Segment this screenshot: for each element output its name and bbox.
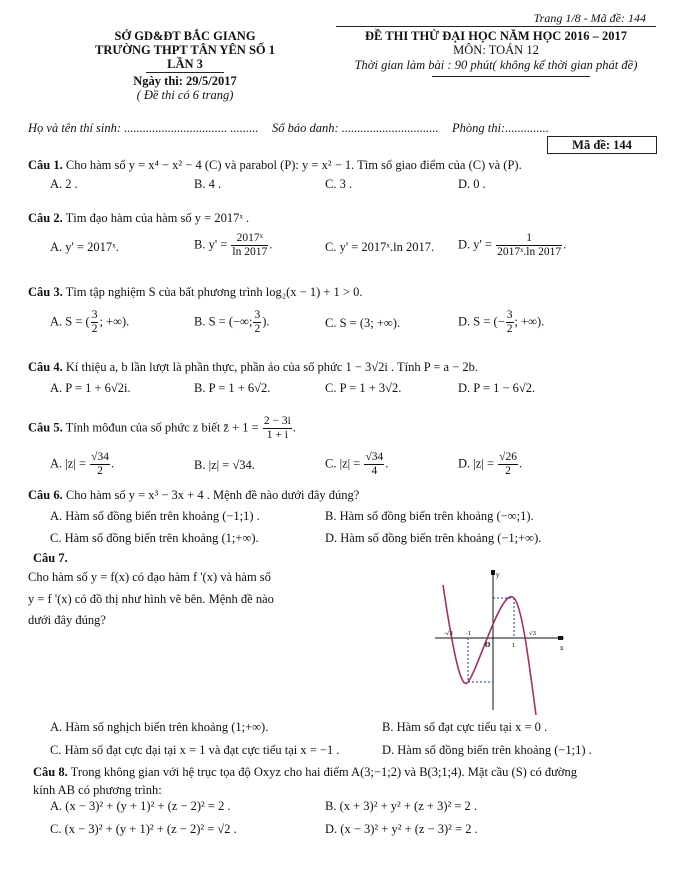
question-text: Cho hàm số y = x⁴ − x² − 4 (C) và parabol (P): y = x² − 1. Tìm số giao điểm của (C) và (P). <box>65 158 522 172</box>
numerator: √34 <box>91 451 109 463</box>
exam-round: LẦN 3 <box>167 57 203 71</box>
question-7-line-1: Cho hàm số y = f(x) có đạo hàm f '(x) và hàm số <box>28 570 271 584</box>
option-prefix: B. S = (−∞; <box>194 314 253 329</box>
question-1 <box>28 158 522 173</box>
fraction <box>90 451 110 478</box>
q8-option-d: D. (x − 3)² + y² + (z − 3)² = 2 . <box>325 822 478 836</box>
numerator: 2017ˣ <box>231 232 268 246</box>
fraction <box>253 309 261 336</box>
fraction <box>498 451 518 478</box>
header-rule <box>336 26 656 27</box>
option-suffix: ; +∞). <box>514 314 545 329</box>
derivative-curve <box>443 585 536 715</box>
denominator: 2 <box>506 323 513 335</box>
denominator: 2 <box>97 465 103 477</box>
question-text: Trong không gian với hệ trục tọa độ Oxyz cho hai điểm A(3;−1;2) và B(3;1;4). Mặt cầu (S) có đường <box>70 765 578 779</box>
q4-option-b: B. P = 1 + 6√2. <box>194 381 271 395</box>
candidate-name-field: Họ và tên thí sinh: ................................. ......... <box>28 121 259 135</box>
right-underline <box>432 76 590 77</box>
left-underline <box>146 72 224 73</box>
dept-name: SỞ GD&ĐT BẮC GIANG <box>114 29 256 43</box>
question-7-line-2: y = f '(x) có đồ thị như hình vẽ bên. Mệnh đề nào <box>28 592 274 606</box>
option-prefix: A. S = ( <box>50 314 90 329</box>
tick-label: -1 <box>466 631 472 637</box>
question-label: Câu 6. <box>28 488 63 502</box>
q3-option-c: C. S = (3; +∞). <box>325 316 401 330</box>
q6-option-d: D. Hàm số đồng biến trên khoảng (−1;+∞). <box>325 531 542 545</box>
numerator: 3 <box>506 309 513 321</box>
q3-option-a <box>50 309 129 336</box>
q8-option-a: A. (x − 3)² + (y + 1)² + (z − 2)² = 2 . <box>50 799 231 813</box>
denominator: 2017ˣ.ln 2017 <box>497 246 562 258</box>
question-7-label: Câu 7. <box>33 551 68 565</box>
q6-option-a: A. Hàm số đồng biến trên khoảng (−1;1) . <box>50 509 260 523</box>
question-8-text-2: kính AB có phương trình: <box>33 783 162 797</box>
fraction <box>496 232 562 259</box>
q7-option-b: B. Hàm số đạt cực tiểu tại x = 0 . <box>382 720 548 734</box>
question-7-line-3: dưới đây đúng? <box>28 613 106 627</box>
q8-option-b: B. (x + 3)² + y² + (z + 3)² = 2 . <box>325 799 478 813</box>
denominator: 1 + i <box>266 429 288 441</box>
q3-option-d <box>458 309 544 336</box>
numerator: √34 <box>365 451 384 463</box>
denominator: 4 <box>371 465 378 477</box>
question-4 <box>28 360 478 375</box>
candidate-number-field: Số báo danh: ............................... <box>272 121 439 135</box>
option-prefix: B. y' = <box>194 237 228 252</box>
question-5: Câu 5. Tính môđun của số phức z biết z̄ + 1 = $\frac{2 - 3i}{1 + i}$ . <box>28 415 296 441</box>
q5-option-a: A. |z| = $\frac{√34}{2}$ . <box>50 451 115 477</box>
exam-date: Ngày thi: 29/5/2017 <box>133 74 237 88</box>
question-8 <box>33 765 577 780</box>
option-prefix: A. |z| = <box>50 456 87 471</box>
question-label: Câu 4. <box>28 360 63 374</box>
question-label: Câu 8. <box>33 765 68 779</box>
y-axis-label: y <box>496 572 500 579</box>
question-label: Câu 5. <box>28 420 63 435</box>
q8-option-c: C. (x − 3)² + (y + 1)² + (z − 2)² = √2 . <box>50 822 237 836</box>
option-suffix: ; +∞). <box>99 314 130 329</box>
option-prefix: D. S = (− <box>458 314 505 329</box>
fraction <box>263 415 292 442</box>
denominator: ln 2017 <box>232 246 268 258</box>
x-axis-label: x <box>560 645 564 652</box>
question-text: Tính môđun của số phức z biết z̄ + 1 = <box>65 420 259 435</box>
question-text: Kí thiệu a, b lần lượt là phần thực, phần ảo của số phức 1 − 3√2i . Tính P = a − 2b. <box>65 360 479 374</box>
x-axis-arrow <box>558 636 563 640</box>
q2-option-b: B. y' = $\frac{\text{2017ˣ}}{\ln 2017}$ . <box>194 232 273 258</box>
y-axis-arrow <box>491 570 495 575</box>
q2-option-d: D. y' = $\frac{1}{\text{2017ˣ.ln 2017}}$ . <box>458 232 567 258</box>
denominator: 2 <box>254 323 261 335</box>
q4-option-a: A. P = 1 + 6√2i. <box>50 381 131 395</box>
question-text: Tìm tập nghiệm S của bất phương trình log₂(x − 1) + 1 > 0. <box>65 285 363 299</box>
exam-code-box: Mã đề: 144 <box>547 136 657 154</box>
q1-option-a: A. 2 . <box>50 177 78 191</box>
q2-option-c: C. y' = 2017ˣ.ln 2017. <box>325 240 435 254</box>
q7-option-c: C. Hàm số đạt cực đại tại x = 1 và đạt cực tiểu tại x = −1 . <box>50 743 340 757</box>
q1-option-b: B. 4 . <box>194 177 222 191</box>
question-3 <box>28 285 362 300</box>
q1-option-d: D. 0 . <box>458 177 486 191</box>
question-text: Tìm đạo hàm của hàm số y = 2017ˣ . <box>65 211 250 225</box>
fraction <box>364 451 384 478</box>
exam-time: Thời gian làm bài : 90 phút( không kể thời gian phát đề) <box>354 58 638 72</box>
school-name: TRƯỜNG THPT TÂN YÊN SỐ 1 <box>94 43 275 57</box>
fraction <box>506 309 514 336</box>
room-field: Phòng thi:.............. <box>452 121 549 135</box>
question-6 <box>28 488 359 503</box>
tick-label: 1 <box>512 643 516 649</box>
denominator: 2 <box>505 465 511 477</box>
origin-label: O <box>485 642 491 649</box>
numerator: 3 <box>91 309 98 321</box>
numerator: 1 <box>496 232 562 246</box>
q3-option-b <box>194 309 269 336</box>
numerator: √26 <box>499 451 517 463</box>
q4-option-c: C. P = 1 + 3√2. <box>325 381 402 395</box>
fraction <box>91 309 99 336</box>
option-prefix: D. y' = <box>458 237 492 252</box>
question-label: Câu 1. <box>28 158 63 172</box>
numerator: 2 − 3i <box>263 415 291 427</box>
option-prefix: C. |z| = <box>325 456 361 471</box>
q7-option-d: D. Hàm số đồng biến trên khoảng (−1;1) . <box>382 743 592 757</box>
q7-option-a: A. Hàm số nghịch biến trên khoảng (1;+∞). <box>50 720 269 734</box>
q5-option-b: B. |z| = √34. <box>194 458 255 472</box>
q5-option-c: C. |z| = $\frac{√34}{4}$ . <box>325 451 389 477</box>
q6-option-b: B. Hàm số đồng biến trên khoảng (−∞;1). <box>325 509 534 523</box>
denominator: 2 <box>91 323 98 335</box>
exam-title: ĐỀ THI THỬ ĐẠI HỌC NĂM HỌC 2016 – 2017 <box>365 29 627 43</box>
tick-label: -√3 <box>444 631 453 637</box>
question-label: Câu 3. <box>28 285 63 299</box>
option-prefix: D. |z| = <box>458 456 495 471</box>
tick-label: √3 <box>529 631 537 637</box>
question-text: Cho hàm số y = x³ − 3x + 4 . Mệnh đề nào dưới đây đúng? <box>65 488 360 502</box>
q5-option-d: D. |z| = $\frac{√26}{2}$ . <box>458 451 523 477</box>
page-info: Trang 1/8 - Mã đề: 144 <box>533 11 646 25</box>
fraction <box>231 232 268 259</box>
pages-note: ( Đề thi có 6 trang) <box>136 88 234 102</box>
q1-option-c: C. 3 . <box>325 177 353 191</box>
q4-option-d: D. P = 1 − 6√2. <box>458 381 536 395</box>
option-suffix: ). <box>262 314 270 329</box>
numerator: 3 <box>254 309 261 321</box>
q6-option-c: C. Hàm số đồng biến trên khoảng (1;+∞). <box>50 531 259 545</box>
exam-subject: MÔN: TOÁN 12 <box>453 43 539 57</box>
question-label: Câu 2. <box>28 211 63 225</box>
derivative-graph <box>430 565 570 715</box>
q2-option-a: A. y' = 2017ˣ. <box>50 240 119 254</box>
question-2 <box>28 211 249 226</box>
